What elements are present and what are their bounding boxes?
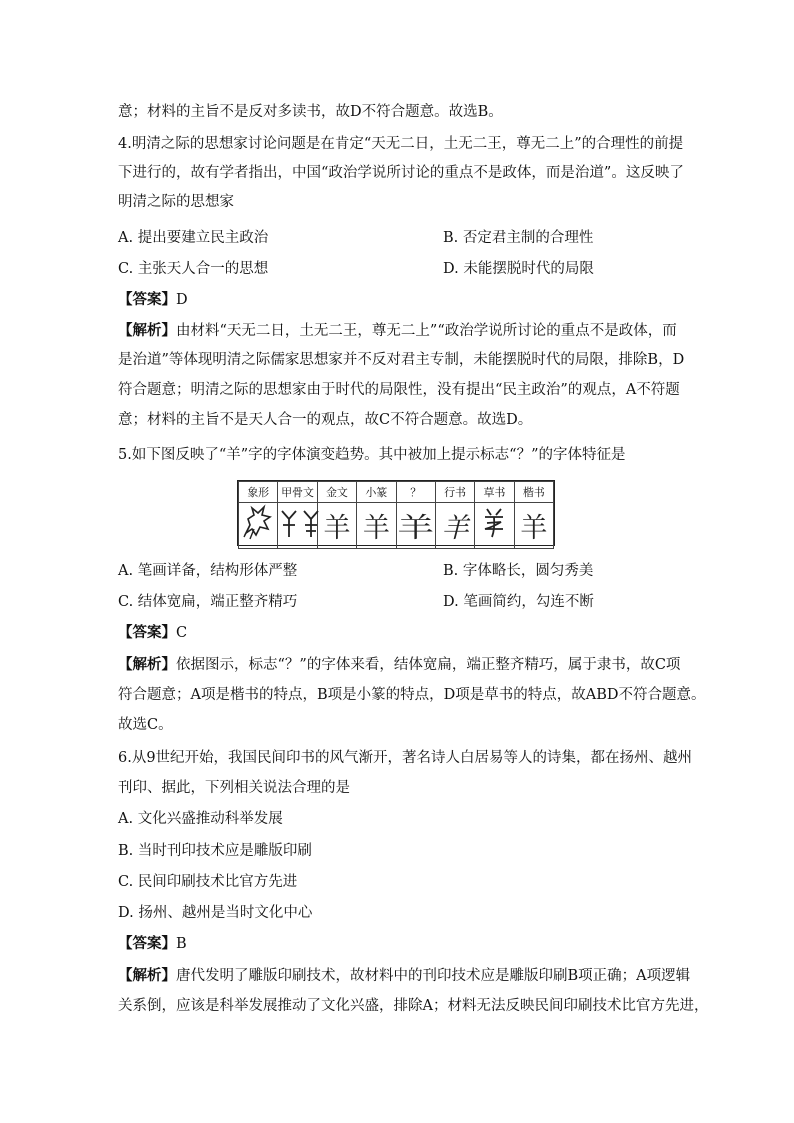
regular-script-glyph: 羊 (514, 503, 553, 549)
answer-tag: 【答案】 (118, 624, 176, 641)
answer-value: D (176, 292, 188, 308)
small-seal-glyph: 羊 (357, 503, 396, 549)
figure-header: ？ (396, 482, 435, 503)
clerical-glyph: 羊 (389, 503, 442, 549)
question-6-option-b: B. 当时刊印技术应是雕版印刷 (118, 843, 312, 859)
question-4-stem: 明清之际的思想家 (118, 194, 234, 210)
bronze-glyph: 羊 (317, 503, 356, 549)
figure-header: 金文 (317, 482, 356, 503)
question-4-stem: 4.明清之际的思想家讨论问题是在肯定“天无二日，土无二王，尊无二上”的合理性的前提 (118, 136, 684, 152)
pictograph-sheep-icon (239, 503, 278, 549)
answer-tag: 【答案】 (118, 935, 176, 952)
question-4-option-c: C. 主张天人合一的思想 (118, 261, 269, 277)
figure-header: 象形 (239, 482, 278, 503)
question-4-explanation (118, 321, 677, 341)
question-5-explanation: 符合题意；A项是楷书的特点，B项是小篆的特点，D项是草书的特点，故ABD不符合题意。 (118, 687, 706, 703)
question-6-stem: 刊印、据此，下列相关说法合理的是 (118, 780, 350, 796)
answer-tag: 【答案】 (118, 291, 176, 308)
figure-header: 甲骨文 (278, 482, 317, 503)
question-6-option-d: D. 扬州、越州是当时文化中心 (118, 905, 313, 921)
text-line: 意；材料的主旨不是反对多读书，故D不符合题意。故选B。 (118, 104, 503, 120)
question-5-explanation (118, 655, 680, 675)
question-5-option-d: D. 笔画简约，勾连不断 (443, 594, 594, 610)
oracle-bone-glyph (278, 503, 317, 549)
figure-header: 行书 (435, 482, 474, 503)
question-4-option-b: B. 否定君主制的合理性 (443, 230, 594, 246)
explanation-text: 由材料“天无二日，土无二王，尊无二上”“政治学说所讨论的重点不是政体，而 (176, 323, 677, 339)
question-6-explanation: 关系倒，应该是科举发展推动了文化兴盛，排除A；材料无法反映民间印刷技术比官方先进， (118, 998, 709, 1014)
question-5-option-b: B. 字体略长，圆匀秀美 (443, 563, 594, 579)
figure-header: 楷书 (514, 482, 553, 503)
question-4-answer (118, 290, 188, 310)
cursive-script-glyph (475, 503, 514, 549)
explanation-tag: 【解析】 (118, 322, 176, 339)
yang-character-evolution-figure (237, 480, 555, 546)
question-4-explanation: 意；材料的主旨不是天人合一的观点，故C不符合题意。故选D。 (118, 412, 533, 428)
question-6-answer (118, 934, 187, 954)
explanation-text: 依据图示，标志“？”的字体来看，结体宽扁，端正整齐精巧，属于隶书，故C项 (176, 657, 681, 673)
question-4-explanation: 是治道”等体现明清之际儒家思想家并不反对君主专制，未能摆脱时代的局限，排除B，D (118, 352, 685, 368)
question-5-explanation: 故选C。 (118, 717, 173, 733)
question-6-option-a: A. 文化兴盛推动科举发展 (118, 811, 283, 827)
question-6-option-c: C. 民间印刷技术比官方先进 (118, 874, 298, 890)
figure-header: 小篆 (357, 482, 396, 503)
question-5-option-a: A. 笔画详备，结构形体严整 (118, 563, 298, 579)
running-script-glyph: 羊 (435, 503, 474, 549)
question-4-option-d: D. 未能摆脱时代的局限 (443, 261, 594, 277)
question-5-answer (118, 623, 187, 643)
answer-value: B (176, 936, 187, 952)
explanation-text: 唐代发明了雕版印刷技术，故材料中的刊印技术应是雕版印刷B项正确；A项逻辑 (176, 968, 691, 984)
question-6-stem: 6.从9世纪开始，我国民间印书的风气渐开，著名诗人白居易等人的诗集，都在扬州、越州 (118, 750, 693, 766)
explanation-tag: 【解析】 (118, 656, 176, 673)
question-4-stem: 下进行的，故有学者指出，中国“政治学说所讨论的重点不是政体，而是治道”。这反映了 (118, 165, 684, 181)
question-5-stem: 5.如下图反映了“羊”字的字体演变趋势。其中被加上提示标志“？”的字体特征是 (118, 447, 626, 463)
question-5-option-c: C. 结体宽扁，端正整齐精巧 (118, 594, 298, 610)
answer-value: C (176, 625, 188, 641)
question-6-explanation (118, 966, 690, 986)
explanation-tag: 【解析】 (118, 967, 176, 984)
question-4-option-a: A. 提出要建立民主政治 (118, 230, 269, 246)
figure-header: 草书 (475, 482, 514, 503)
question-4-explanation: 符合题意；明清之际的思想家由于时代的局限性，没有提出“民主政治”的观点，A不符题 (118, 382, 680, 398)
